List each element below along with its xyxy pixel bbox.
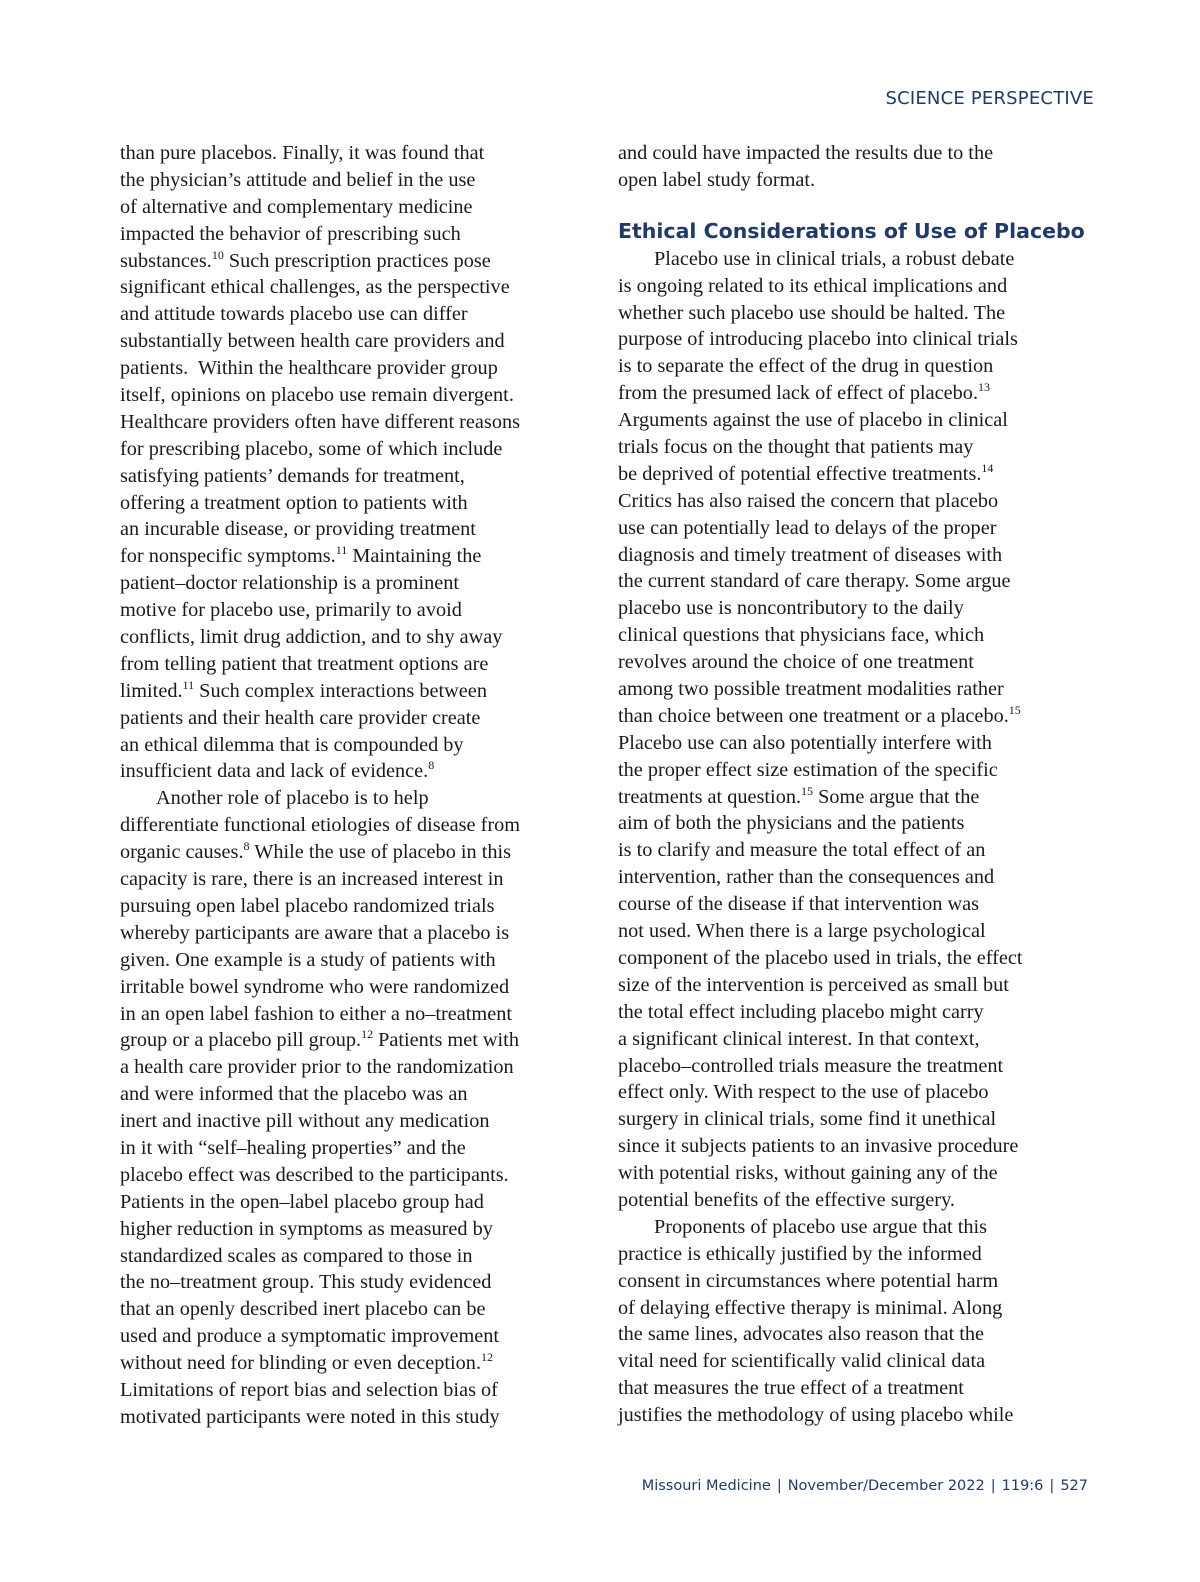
text-line: used and produce a symptomatic improvement [120, 1325, 500, 1348]
text-line: itself, opinions on placebo use remain divergent. [120, 384, 514, 407]
page-footer [642, 1478, 1088, 1494]
text-line: since it subjects patients to an invasive procedure [618, 1135, 1019, 1158]
text-line: trials focus on the thought that patients may [618, 436, 974, 459]
text-line: whereby participants are aware that a placebo is [120, 921, 510, 944]
text-line: Arguments against the use of placebo in clinical [618, 409, 1008, 432]
text-line: an incurable disease, or providing treatment [120, 518, 476, 541]
text-line: from telling patient that treatment options are [120, 652, 489, 675]
text-line: the physician’s attitude and belief in the use [120, 168, 476, 191]
text-line: offering a treatment option to patients with [120, 491, 468, 514]
text-line: patient–doctor relationship is a prominent [120, 572, 460, 595]
citation-ref: 11 [182, 677, 195, 692]
text-line: vital need for scientifically valid clinical data [618, 1350, 986, 1373]
text-line: aim of both the physicians and the patients [618, 812, 965, 835]
text-line: the no–treatment group. This study evidenced [120, 1271, 492, 1294]
text-line: Placebo use can also potentially interfere with [618, 731, 992, 754]
text-line: with potential risks, without gaining any of the [618, 1162, 998, 1185]
text-line: Another role of placebo is to help [156, 787, 429, 810]
text-line: of delaying effective therapy is minimal. Along [618, 1296, 1003, 1319]
volume-number: 119:6 [1001, 1478, 1044, 1494]
citation-ref: 11 [335, 543, 348, 558]
text-line: motive for placebo use, primarily to avoid [120, 599, 462, 622]
text-line: is to clarify and measure the total effect of an [618, 839, 986, 862]
section-label: SCIENCE PERSPECTIVE [885, 88, 1094, 109]
text-line: be deprived of potential effective treatments.$^{14}$ [618, 460, 994, 485]
footer-separator: | [990, 1478, 996, 1494]
text-line: purpose of introducing placebo into clinical trials [618, 328, 1018, 351]
citation-ref: 12 [481, 1350, 494, 1365]
citation-ref: 10 [211, 247, 224, 262]
text-line: given. One example is a study of patients with [120, 948, 496, 971]
text-line: is ongoing related to its ethical implications and [618, 274, 1008, 297]
text-line: insufficient data and lack of evidence.$^8$ [120, 758, 435, 783]
text-line: and attitude towards placebo use can differ [120, 303, 468, 326]
text-line: a significant clinical interest. In that context, [618, 1027, 980, 1050]
text-line: the proper effect size estimation of the specific [618, 758, 998, 781]
text-line: of alternative and complementary medicine [120, 195, 473, 218]
text-line: potential benefits of the effective surgery. [618, 1188, 955, 1211]
text-line: Placebo use in clinical trials, a robust debate [654, 247, 1015, 270]
text-line: differentiate functional etiologies of disease from [120, 814, 521, 837]
text-line: limited.$^{11}$ Such complex interactions between [120, 677, 487, 702]
text-line: treatments at question.$^{15}$ Some argue that the [618, 783, 980, 808]
text-line: not used. When there is a large psychological [618, 920, 986, 943]
text-line: an ethical dilemma that is compounded by [120, 733, 464, 756]
text-line: Critics has also raised the concern that placebo [618, 489, 999, 512]
text-line: intervention, rather than the consequences and [618, 866, 995, 889]
citation-ref: 13 [978, 380, 991, 395]
citation-ref: 12 [361, 1027, 374, 1042]
text-line: consent in circumstances where potential harm [618, 1269, 999, 1292]
text-line: that an openly described inert placebo can be [120, 1298, 486, 1321]
text-line: in it with “self–healing properties” and the [120, 1136, 466, 1159]
footer-separator: | [1049, 1478, 1055, 1494]
citation-ref: 8 [428, 758, 435, 773]
issue-date: November/December 2022 [787, 1478, 985, 1494]
text-line: component of the placebo used in trials, the effect [618, 946, 1023, 969]
text-line: for nonspecific symptoms.$^{11}$ Maintaining the [120, 543, 482, 568]
text-line: open label study format. [618, 168, 816, 191]
text-line: placebo use is noncontributory to the daily [618, 597, 964, 620]
text-line: the current standard of care therapy. Some argue [618, 570, 1011, 593]
text-line: surgery in clinical trials, some find it unethical [618, 1108, 997, 1131]
text-line: impacted the behavior of prescribing such [120, 222, 461, 245]
text-line: from the presumed lack of effect of placebo.$^{13}$ [618, 380, 991, 405]
text-line: higher reduction in symptoms as measured by [120, 1217, 493, 1240]
text-line: and were informed that the placebo was an [120, 1083, 468, 1106]
text-line: pursuing open label placebo randomized trials [120, 894, 495, 917]
text-line: satisfying patients’ demands for treatment, [120, 464, 465, 487]
text-line: placebo effect was described to the participants. [120, 1163, 509, 1186]
text-line: revolves around the choice of one treatment [618, 651, 974, 674]
text-line: among two possible treatment modalities rather [618, 678, 1004, 701]
text-line: for prescribing placebo, some of which include [120, 437, 503, 460]
citation-ref: 15 [801, 783, 814, 798]
right-column [618, 140, 1085, 1429]
text-line: the total effect including placebo might carry [618, 1000, 984, 1023]
text-line: patients. Within the healthcare provider group [120, 357, 498, 380]
text-line: effect only. With respect to the use of placebo [618, 1081, 989, 1104]
text-line: course of the disease if that intervention was [618, 893, 980, 916]
text-line: and could have impacted the results due to the [618, 142, 994, 164]
text-line: justifies the methodology of using placebo while [618, 1404, 1014, 1427]
text-line: practice is ethically justified by the informed [618, 1242, 982, 1265]
text-line: Limitations of report bias and selection bias of [120, 1378, 498, 1401]
text-line: motivated participants were noted in this study [120, 1405, 500, 1428]
text-line: the same lines, advocates also reason that the [618, 1323, 985, 1346]
text-line: significant ethical challenges, as the perspective [120, 276, 510, 299]
text-line: substances.$^{10}$ Such prescription practices pose [120, 247, 491, 272]
text-line: Healthcare providers often have different reasons [120, 410, 520, 433]
text-line: than pure placebos. Finally, it was found that [120, 142, 485, 164]
text-line: than choice between one treatment or a placebo.$^{15}$ [618, 702, 1021, 727]
journal-name: Missouri Medicine [641, 1478, 771, 1494]
text-line: a health care provider prior to the randomization [120, 1056, 514, 1079]
text-line: patients and their health care provider create [120, 706, 481, 729]
section-heading: Ethical Considerations of Use of Placebo [618, 218, 1085, 243]
text-line: whether such placebo use should be halted. The [618, 301, 1006, 324]
text-line: group or a placebo pill group.$^{12}$ Patients met with [120, 1027, 519, 1052]
text-line: inert and inactive pill without any medication [120, 1110, 490, 1133]
text-line: clinical questions that physicians face, which [618, 624, 985, 647]
page-number: 527 [1060, 1478, 1088, 1494]
text-line: that measures the true effect of a treatment [618, 1377, 964, 1400]
text-line: Patients in the open–label placebo group had [120, 1190, 484, 1213]
text-line: standardized scales as compared to those in [120, 1244, 473, 1267]
text-line: Proponents of placebo use argue that this [654, 1215, 988, 1238]
text-line: organic causes.$^8$ While the use of placebo in this [120, 839, 512, 864]
text-line: diagnosis and timely treatment of diseases with [618, 543, 1003, 566]
citation-ref: 14 [981, 460, 994, 475]
text-line: placebo–controlled trials measure the treatment [618, 1054, 1004, 1077]
text-line: size of the intervention is perceived as small but [618, 973, 1009, 996]
left-column [120, 140, 560, 1431]
text-line: in an open label fashion to either a no–treatment [120, 1002, 512, 1025]
citation-ref: 8 [243, 839, 250, 854]
footer-separator: | [776, 1478, 782, 1494]
text-line: capacity is rare, there is an increased interest in [120, 868, 504, 891]
text-line: conflicts, limit drug addiction, and to shy away [120, 626, 503, 649]
text-line: is to separate the effect of the drug in question [618, 355, 994, 378]
text-line: without need for blinding or even deception.$^{12}$ [120, 1350, 494, 1375]
text-line: irritable bowel syndrome who were randomized [120, 975, 510, 998]
text-line: substantially between health care providers and [120, 330, 505, 353]
text-line: use can potentially lead to delays of the proper [618, 516, 997, 539]
citation-ref: 15 [1008, 702, 1021, 717]
